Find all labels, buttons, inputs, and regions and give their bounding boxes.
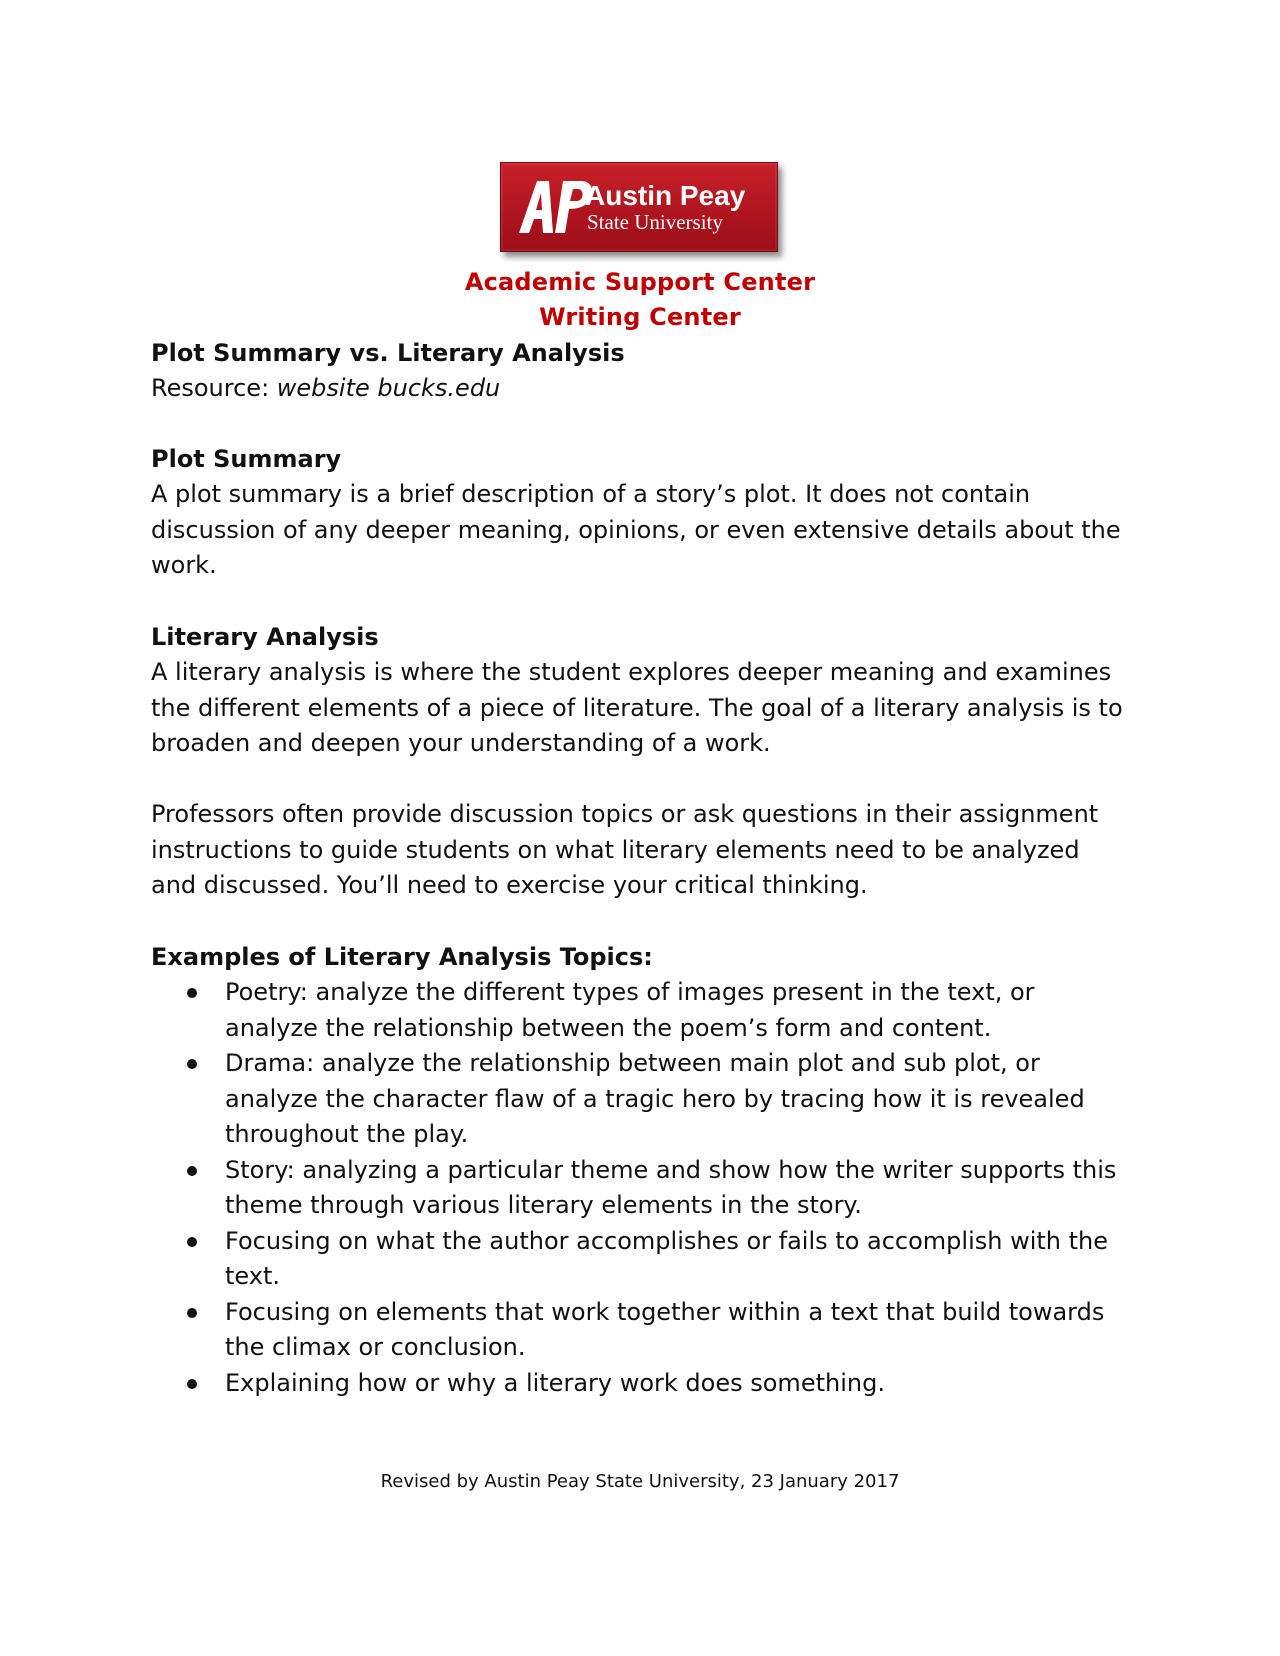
examples-list xyxy=(151,975,1131,1401)
list-item-text: Story: analyzing a particular theme and show how the writer supports this theme through various literary elements in the story. xyxy=(225,1155,1117,1219)
plot-summary-body: A plot summary is a brief description of a story’s plot. It does not contain discussion of any deeper meaning, opinions, or even extensive details about the work. xyxy=(151,480,1121,579)
university-logo xyxy=(500,162,778,252)
bullet-icon xyxy=(187,1308,197,1318)
list-item-text: Drama: analyze the relationship between main plot and sub plot, or analyze the character flaw of a tragic hero by tracing how it is revealed throughout the play. xyxy=(225,1049,1085,1148)
bullet-icon xyxy=(187,1379,197,1389)
resource-value: website bucks.edu xyxy=(276,374,501,402)
literary-analysis-heading: Literary Analysis xyxy=(151,623,379,651)
list-item xyxy=(151,1153,1131,1224)
center-name-heading: Academic Support Center xyxy=(464,268,816,296)
resource-line xyxy=(151,371,1131,407)
resource-label: Resource: xyxy=(151,374,277,402)
bullet-icon xyxy=(187,1237,197,1247)
list-item-text: Poetry: analyze the different types of images present in the text, or analyze the relationship between the poem’s form and content. xyxy=(225,978,1035,1042)
examples-heading: Examples of Literary Analysis Topics: xyxy=(151,943,653,971)
university-logo-graphic xyxy=(501,163,777,251)
list-item-text: Explaining how or why a literary work does something. xyxy=(225,1368,885,1397)
plot-summary-heading: Plot Summary xyxy=(151,445,342,473)
logo-line2-text: State University xyxy=(587,210,723,234)
professors-paragraph: Professors often provide discussion topics or ask questions in their assignment instructions to guide students on what literary elements need to be analyzed and discussed. You’ll need to exercise your critical thinking. xyxy=(151,800,1099,899)
writing-center-heading: Writing Center xyxy=(539,303,741,331)
list-item xyxy=(151,975,1131,1046)
list-item xyxy=(151,1295,1131,1366)
list-item xyxy=(151,1366,1131,1402)
logo-line1-text: Austin Peay xyxy=(585,180,746,211)
bullet-icon xyxy=(187,1166,197,1176)
bullet-icon xyxy=(187,988,197,998)
list-item-text: Focusing on elements that work together within a text that build towards the climax or conclusion. xyxy=(225,1297,1105,1361)
revision-footer: Revised by Austin Peay State University, 23 January 2017 xyxy=(380,1471,900,1492)
document-title: Plot Summary vs. Literary Analysis xyxy=(151,339,625,367)
bullet-icon xyxy=(187,1059,197,1069)
literary-analysis-body: A literary analysis is where the student explores deeper meaning and examines the different elements of a piece of literature. The goal of a literary analysis is to broaden and deepen your understanding of a work. xyxy=(151,658,1123,757)
list-item-text: Focusing on what the author accomplishes or fails to accomplish with the text. xyxy=(225,1226,1109,1290)
list-item xyxy=(151,1224,1131,1295)
list-item xyxy=(151,1046,1131,1153)
